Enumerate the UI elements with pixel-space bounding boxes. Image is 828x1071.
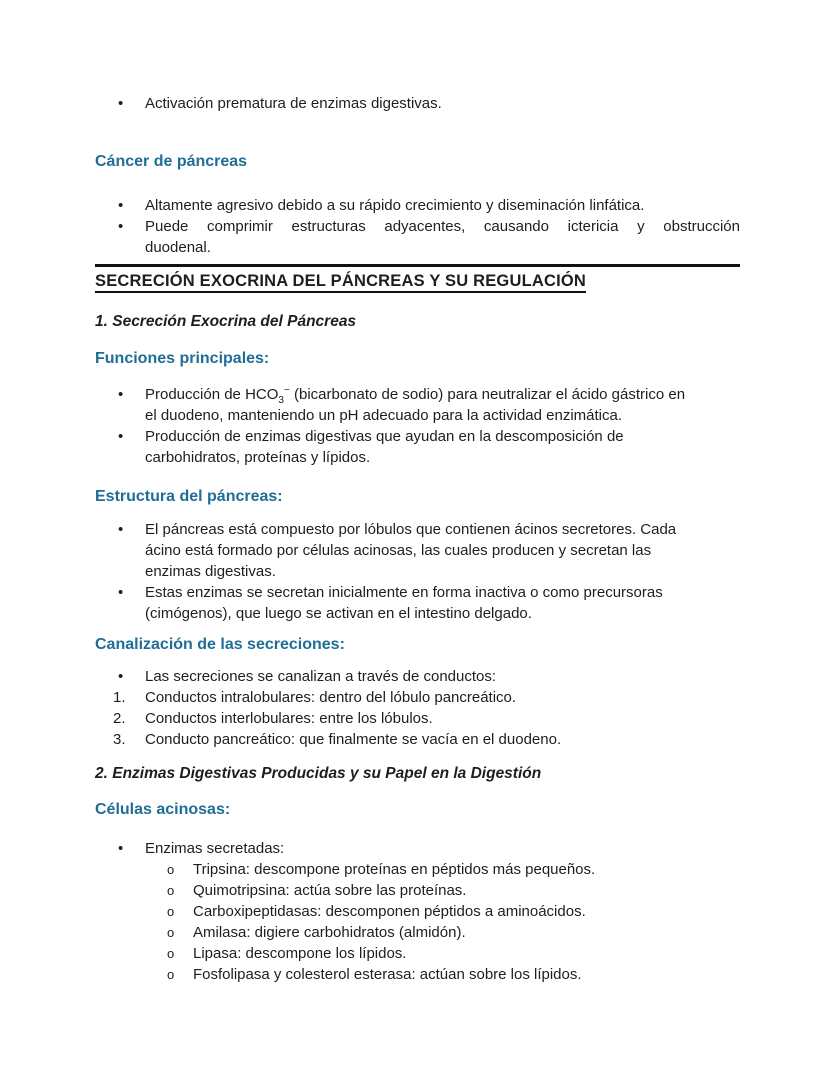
bullet-icon: • — [118, 218, 124, 235]
list-item-pancreas-lobulos — [95, 519, 740, 582]
sublist-item-amilasa — [95, 922, 740, 943]
sublist-item-fosfolipasa — [95, 964, 740, 985]
numbered-item-3 — [95, 729, 740, 750]
list-item-produccion-enzimas — [95, 426, 740, 468]
paragraph-line: duodenal. — [145, 239, 211, 256]
bullet-icon: • — [118, 386, 124, 403]
paragraph-line: el duodeno, manteniendo un pH adecuado para la actividad enzimática. — [145, 407, 622, 424]
horizontal-rule — [95, 264, 740, 267]
paragraph-line: Producción de enzimas digestivas que ayudan en la descomposición de — [145, 428, 624, 445]
bullet-icon: • — [118, 840, 124, 857]
circle-bullet-icon: o — [167, 925, 175, 940]
sublist-item-quimotripsina — [95, 880, 740, 901]
sublist-item-lipasa — [95, 943, 740, 964]
sublist-item-tripsina — [95, 859, 740, 880]
circle-bullet-icon: o — [167, 862, 175, 877]
heading-estructura-del-pancreas: Estructura del páncreas: — [95, 488, 283, 505]
circle-bullet-icon: o — [167, 904, 175, 919]
circle-bullet-icon: o — [167, 967, 175, 982]
heading-secrecion-exocrina — [95, 271, 740, 292]
paragraph-line: carbohidratos, proteínas y lípidos. — [145, 449, 371, 466]
list-item-text: Las secreciones se canalizan a través de conductos: — [145, 668, 497, 685]
paragraph-line — [145, 384, 740, 405]
paragraph-line: (cimógenos), que luego se activan en el intestino delgado. — [145, 605, 532, 622]
sublist-item-carboxipeptidasas — [95, 901, 740, 922]
heading-cancer-de-pancreas: Cáncer de páncreas — [95, 153, 248, 170]
bullet-icon: • — [118, 95, 124, 112]
list-item-text: Enzimas secretadas: — [145, 840, 285, 857]
superscript-minus: − — [283, 385, 290, 396]
bullet-icon: • — [118, 668, 124, 685]
list-item-text — [145, 384, 740, 426]
paragraph-line: Estas enzimas se secretan inicialmente en forma inactiva o como precursoras — [145, 584, 663, 601]
list-item-text: Quimotripsina: actúa sobre las proteínas. — [193, 882, 467, 899]
cancer-bullet-list — [95, 195, 740, 258]
canalizacion-list — [95, 666, 740, 750]
list-item-text: Tripsina: descompone proteínas en péptidos más pequeños. — [193, 861, 596, 878]
list-item-text: Lipasa: descompone los lípidos. — [193, 945, 407, 962]
list-item-hco3 — [95, 384, 740, 426]
bullet-icon: • — [118, 584, 124, 601]
list-number: 3. — [113, 731, 126, 748]
numbered-item-1 — [95, 687, 740, 708]
list-item-text — [145, 426, 740, 468]
funciones-bullet-list — [95, 384, 740, 468]
list-item-puede-comprimir — [95, 216, 740, 258]
list-item-text: Altamente agresivo debido a su rápido crecimiento y diseminación linfática. — [145, 197, 645, 214]
document-content — [95, 93, 740, 985]
list-number: 1. — [113, 689, 126, 706]
subscript-3: 3 — [278, 395, 284, 406]
list-item-text: Activación prematura de enzimas digestivas. — [145, 95, 442, 112]
list-item-text — [145, 216, 740, 258]
list-item-text: Fosfolipasa y colesterol esterasa: actúan sobre los lípidos. — [193, 966, 582, 983]
bullet-icon: • — [118, 197, 124, 214]
list-item-text: Carboxipeptidasas: descomponen péptidos a aminoácidos. — [193, 903, 586, 920]
paragraph-line: enzimas digestivas. — [145, 563, 276, 580]
circle-bullet-icon: o — [167, 946, 175, 961]
list-number: 2. — [113, 710, 126, 727]
list-item-text: Amilasa: digiere carbohidratos (almidón). — [193, 924, 466, 941]
list-item-text: Conductos intralobulares: dentro del lóbulo pancreático. — [145, 689, 517, 706]
heading-seccion-2: 2. Enzimas Digestivas Producidas y su Papel en la Digestión — [95, 765, 542, 782]
bullet-icon: • — [118, 428, 124, 445]
list-item-text: Conducto pancreático: que finalmente se vacía en el duodeno. — [145, 731, 562, 748]
list-item-text — [145, 519, 740, 582]
paragraph-line: El páncreas está compuesto por lóbulos que contienen ácinos secretores. Cada — [145, 521, 677, 538]
text-segment: Producción de HCO — [145, 386, 279, 403]
heading-underlined-text: SECRECIÓN EXOCRINA DEL PÁNCREAS Y SU REGULACIÓN — [95, 272, 586, 293]
bullet-icon: • — [118, 521, 124, 538]
celulas-bullet-list — [95, 838, 740, 985]
circle-bullet-icon: o — [167, 883, 175, 898]
heading-funciones-principales: Funciones principales: — [95, 350, 270, 367]
heading-celulas-acinosas: Células acinosas: — [95, 801, 231, 818]
paragraph-line: ácino está formado por células acinosas, las cuales producen y secretan las — [145, 542, 652, 559]
paragraph-line: Puede comprimir estructuras adyacentes, causando ictericia y obstrucción — [145, 218, 740, 235]
list-item-text — [145, 582, 740, 624]
heading-canalizacion-secreciones: Canalización de las secreciones: — [95, 636, 345, 653]
estructura-bullet-list — [95, 519, 740, 624]
list-item-enzimas-secretadas — [95, 838, 740, 859]
list-item-text: Conductos interlobulares: entre los lóbulos. — [145, 710, 433, 727]
list-item-altamente — [95, 195, 740, 216]
heading-seccion-1: 1. Secreción Exocrina del Páncreas — [95, 313, 357, 330]
text-segment: (bicarbonato de sodio) para neutralizar el ácido gástrico en — [289, 386, 686, 403]
numbered-item-2 — [95, 708, 740, 729]
list-item-activacion — [95, 93, 740, 114]
list-item-enzimas-inactivas — [95, 582, 740, 624]
list-item-secreciones-conductos — [95, 666, 740, 687]
